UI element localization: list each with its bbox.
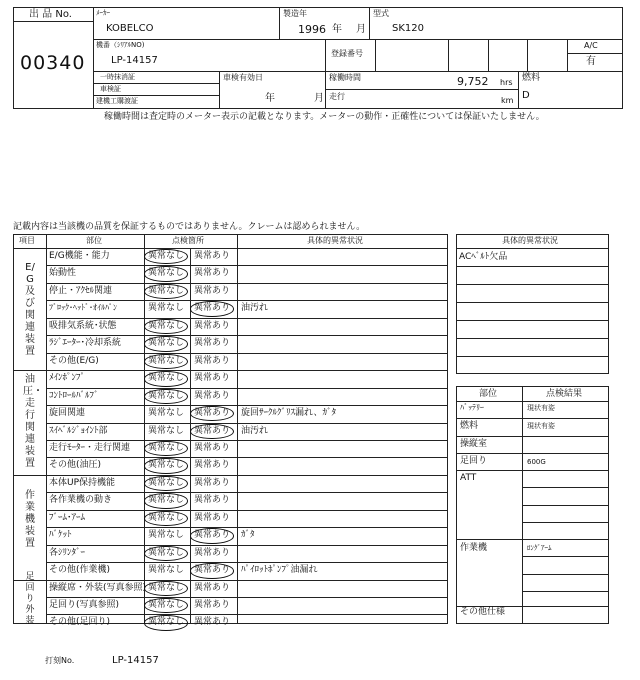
model: SK120	[392, 23, 424, 34]
temp-permit-label: 一時抹消証	[100, 73, 135, 81]
year: 1996	[298, 23, 326, 36]
selected-circle	[190, 563, 234, 578]
selected-circle	[190, 301, 234, 316]
status-abnormal: 異常あり	[194, 600, 231, 610]
row-divider	[46, 457, 448, 458]
row-divider	[522, 574, 609, 575]
maker: KOBELCO	[106, 23, 154, 34]
model-label: 型式	[373, 9, 389, 18]
row-detail: 油汚れ	[241, 303, 269, 314]
undercarriage-value: 600G	[527, 458, 546, 466]
labor-cert-label: 建機工購渡証	[96, 97, 138, 105]
ac-label: A/C	[584, 41, 598, 50]
row-part: その他(足回り)	[49, 617, 111, 628]
row-part: ﾌﾞｰﾑ･ｱｰﾑ	[49, 512, 86, 523]
divider	[325, 89, 518, 90]
right-top-header: 具体的異常状況	[502, 236, 558, 245]
row-divider	[46, 614, 448, 615]
registration-label: 登録番号	[331, 49, 363, 58]
row-divider	[46, 527, 448, 528]
row-part: その他(油圧)	[49, 460, 102, 471]
status-normal: 異常なし	[148, 495, 185, 506]
row-divider	[46, 283, 448, 284]
status-normal: 異常なし	[148, 512, 185, 523]
fuel-value: D	[522, 90, 530, 101]
divider	[279, 7, 280, 39]
row-part: 本体UP保持機能	[49, 477, 116, 488]
divider	[237, 234, 238, 624]
divider	[527, 39, 528, 71]
right-top-value: ACﾍﾞﾙﾄ欠品	[459, 252, 508, 262]
row-divider	[456, 284, 609, 285]
divider	[488, 39, 489, 71]
item-no-label: 出 品 No.	[29, 9, 72, 20]
row-divider	[456, 266, 609, 267]
row-divider	[46, 353, 448, 354]
selected-circle	[144, 371, 188, 386]
status-normal: 異常なし	[148, 303, 185, 314]
status-abnormal: 異常あり	[194, 303, 231, 314]
row-divider	[522, 591, 609, 592]
row-divider	[13, 475, 448, 476]
row-divider	[456, 302, 609, 303]
inspection-month-unit: 月	[314, 93, 324, 104]
row-part: 各ｼﾘﾝﾀﾞｰ	[49, 547, 86, 558]
row-part: 足回り(写真参照)	[49, 600, 120, 610]
row-detail: 旋回ｻｰｸﾙｸﾞﾘｽ漏れ、ｶﾞﾀ	[241, 408, 337, 419]
category-undercarriage: 足回り外装	[25, 572, 35, 626]
divider	[46, 234, 47, 624]
status-normal: 異常なし	[148, 460, 185, 471]
cab-label: 操縦室	[460, 439, 488, 449]
status-normal: 異常なし	[148, 547, 185, 558]
status-normal: 異常なし	[148, 355, 185, 366]
selected-circle	[190, 424, 234, 439]
row-divider	[46, 265, 448, 266]
status-normal: 異常なし	[148, 338, 185, 349]
disclaimer-note: 記載内容は当該機の品質を保証するものではありません。クレームは認められません。	[13, 222, 366, 232]
row-divider	[46, 300, 448, 301]
status-abnormal: 異常あり	[194, 408, 231, 419]
status-abnormal: 異常あり	[194, 373, 231, 384]
status-normal: 異常なし	[148, 617, 185, 628]
fuel-label-right: 燃料	[460, 421, 479, 431]
status-abnormal: 異常あり	[194, 582, 231, 593]
status-abnormal: 異常あり	[194, 512, 231, 523]
row-divider	[522, 505, 609, 506]
status-abnormal: 異常あり	[194, 251, 231, 261]
row-divider	[522, 522, 609, 523]
row-divider	[13, 580, 448, 581]
row-part: その他(E/G)	[49, 355, 99, 366]
status-abnormal: 異常あり	[194, 285, 231, 296]
divider	[93, 83, 219, 84]
inspection-year-unit: 年	[265, 93, 275, 104]
selected-circle	[144, 354, 188, 369]
stamp-label: 打刻No.	[45, 656, 75, 665]
divider	[93, 7, 94, 109]
status-abnormal: 異常あり	[194, 268, 231, 279]
row-divider	[456, 418, 609, 419]
row-part: ﾗｼﾞｴｰﾀｰ･冷却系統	[49, 338, 122, 349]
hours-unit: hrs	[500, 78, 513, 87]
selected-circle	[190, 528, 234, 543]
row-part: ﾊﾞｹｯﾄ	[49, 530, 72, 541]
status-normal: 異常なし	[148, 477, 185, 488]
row-divider	[46, 562, 448, 563]
divider	[375, 39, 376, 71]
serial: LP-14157	[111, 55, 158, 66]
divider	[567, 39, 568, 71]
status-normal: 異常なし	[148, 285, 185, 296]
divider	[13, 248, 448, 249]
row-divider	[46, 440, 448, 441]
row-part: ｺﾝﾄﾛｰﾙﾊﾞﾙﾌﾞ	[49, 390, 99, 401]
row-detail: ﾊﾟｲﾛｯﾄﾎﾟﾝﾌﾟ油漏れ	[241, 565, 318, 576]
row-part: ﾌﾞﾛｯｸ･ﾍｯﾄﾞ･ｵｲﾙﾊﾟﾝ	[49, 303, 117, 313]
status-abnormal: 異常あり	[194, 547, 231, 558]
row-divider	[522, 556, 609, 557]
fuel-value-right: 現状有姿	[527, 422, 555, 430]
col-category: 項目	[19, 236, 35, 245]
selected-circle	[144, 458, 188, 473]
selected-circle	[144, 615, 188, 630]
row-divider	[456, 539, 609, 540]
undercarriage-label: 足回り	[460, 456, 488, 466]
maker-label: ﾒｰｶｰ	[96, 9, 110, 17]
run-label: 走行	[329, 92, 345, 101]
status-normal: 異常なし	[148, 425, 185, 436]
status-abnormal: 異常あり	[194, 617, 231, 628]
divider	[325, 71, 326, 109]
row-divider	[46, 388, 448, 389]
work-device-value: ﾛﾝｸﾞｱｰﾑ	[527, 544, 552, 552]
serial-label: 機番（ｼﾘｱﾙNO)	[96, 41, 145, 49]
row-part: 停止・ｱｸｾﾙ関連	[49, 285, 113, 296]
status-normal: 異常なし	[148, 373, 185, 384]
battery-value: 現状有姿	[527, 404, 555, 412]
divider	[567, 53, 623, 54]
selected-circle	[144, 511, 188, 526]
row-part: ｽｲﾍﾞﾙｼﾞｮｲﾝﾄ部	[49, 425, 108, 436]
row-detail: ｶﾞﾀ	[241, 530, 255, 541]
hours-note: 稼働時間は査定時のメーター表示の記載となります。メーターの動作・正確性については保証いたしません。	[104, 112, 545, 122]
row-part: 走行ﾓｰﾀｰ・走行関連	[49, 442, 131, 453]
status-normal: 異常なし	[148, 251, 185, 261]
month-unit: 月	[356, 24, 366, 35]
other-spec-label: その他仕様	[460, 607, 506, 617]
divider	[325, 39, 326, 71]
row-detail: 油汚れ	[241, 425, 269, 436]
row-divider	[46, 423, 448, 424]
status-normal: 異常なし	[148, 530, 185, 541]
row-part: 始動性	[49, 268, 77, 279]
col-part: 部位	[86, 236, 102, 245]
row-part: その他(作業機)	[49, 565, 111, 576]
inspection-label: 車検有効日	[223, 73, 263, 82]
item-no: 00340	[20, 52, 86, 74]
row-divider	[46, 597, 448, 598]
status-normal: 異常なし	[148, 582, 185, 593]
selected-circle	[144, 546, 188, 561]
battery-label: ﾊﾞｯﾃﾘｰ	[460, 403, 484, 412]
col-part-right: 部位	[479, 389, 498, 399]
row-divider	[46, 545, 448, 546]
status-normal: 異常なし	[148, 600, 185, 610]
fuel-label: 燃料	[522, 73, 541, 83]
status-abnormal: 異常あり	[194, 442, 231, 453]
row-divider	[456, 338, 609, 339]
status-normal: 異常なし	[148, 320, 185, 331]
row-part: 旋回関連	[49, 408, 86, 419]
divider	[456, 248, 609, 249]
row-divider	[13, 370, 448, 371]
row-divider	[456, 470, 609, 471]
divider	[93, 71, 623, 72]
status-abnormal: 異常あり	[194, 460, 231, 471]
divider	[13, 21, 93, 22]
divider	[219, 71, 220, 109]
row-divider	[456, 320, 609, 321]
status-abnormal: 異常あり	[194, 565, 231, 576]
category-hydraulic: 油圧・走行関連装置	[23, 374, 43, 469]
status-abnormal: 異常あり	[194, 355, 231, 366]
row-divider	[46, 510, 448, 511]
status-abnormal: 異常あり	[194, 425, 231, 436]
selected-circle	[144, 319, 188, 334]
col-detail: 具体的異常状況	[307, 236, 363, 245]
status-normal: 異常なし	[148, 442, 185, 453]
selected-circle	[144, 581, 188, 596]
status-normal: 異常なし	[148, 268, 185, 279]
status-normal: 異常なし	[148, 565, 185, 576]
row-divider	[456, 436, 609, 437]
selected-circle	[144, 266, 188, 281]
row-divider	[456, 453, 609, 454]
row-divider	[46, 492, 448, 493]
row-divider	[456, 356, 609, 357]
row-divider	[46, 405, 448, 406]
status-abnormal: 異常あり	[194, 530, 231, 541]
year-label: 製造年	[283, 9, 307, 18]
km-unit: km	[501, 96, 514, 105]
category-work-device: 作業機装置	[25, 490, 35, 549]
att-label: ATT	[460, 473, 477, 483]
row-part: E/G機能・能力	[49, 251, 110, 261]
status-abnormal: 異常あり	[194, 320, 231, 331]
selected-circle	[144, 493, 188, 508]
col-check: 点検箇所	[172, 236, 204, 245]
row-divider	[46, 335, 448, 336]
row-divider	[522, 487, 609, 488]
selected-circle	[144, 389, 188, 404]
row-part: 吸排気系統･状態	[49, 320, 117, 331]
status-abnormal: 異常あり	[194, 338, 231, 349]
vehicle-cert-label: 車検証	[100, 85, 121, 93]
status-abnormal: 異常あり	[194, 390, 231, 401]
selected-circle	[144, 336, 188, 351]
row-divider	[456, 401, 609, 402]
row-part: 操縦席・外装(写真参照)	[49, 582, 147, 593]
status-abnormal: 異常あり	[194, 495, 231, 506]
row-part: ﾒｲﾝﾎﾟﾝﾌﾟ	[49, 373, 86, 384]
divider	[448, 39, 449, 71]
status-normal: 異常なし	[148, 408, 185, 419]
divider	[93, 95, 219, 96]
divider	[93, 39, 623, 40]
col-result-right: 点検結果	[546, 389, 583, 399]
status-abnormal: 異常あり	[194, 477, 231, 488]
stamp-value: LP-14157	[112, 655, 159, 666]
ac-value: 有	[586, 56, 596, 67]
hours-label: 稼働時間	[329, 73, 361, 82]
divider	[369, 7, 370, 39]
hours-value: 9,752	[457, 75, 489, 88]
row-divider	[46, 318, 448, 319]
divider	[518, 71, 519, 109]
row-part: 各作業機の動き	[49, 495, 113, 506]
year-unit: 年	[332, 24, 342, 35]
category-engine: E/G及び関連装置	[25, 262, 35, 357]
work-device-label: 作業機	[460, 543, 488, 553]
status-normal: 異常なし	[148, 390, 185, 401]
